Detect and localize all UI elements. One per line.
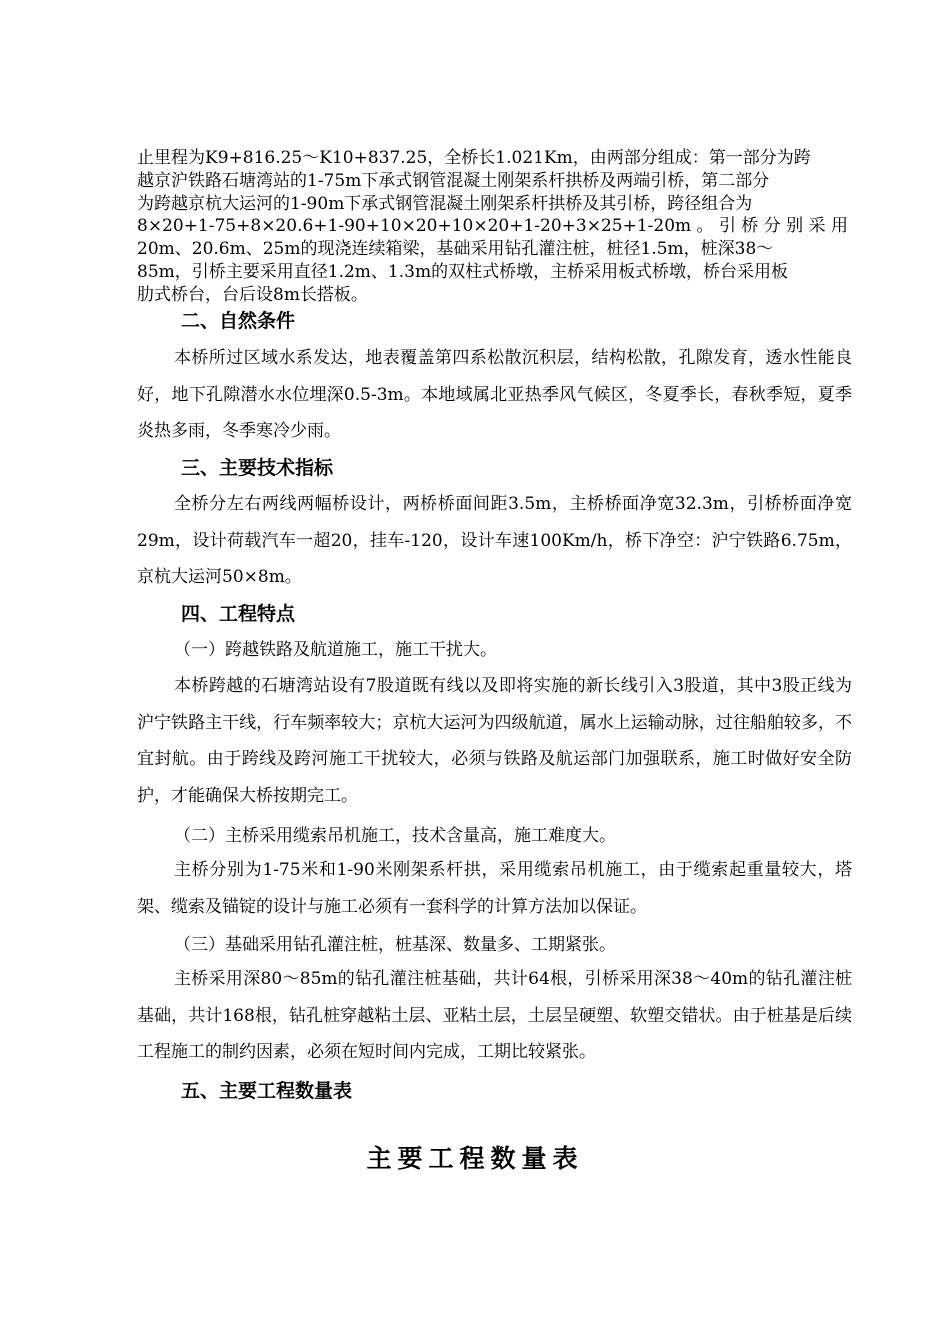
- intro-line: 8×20+1-75+8×20.6+1-90+10×20+10×20+1-20+3×25+1-20m 。 引 桥 分 别 采 用: [137, 216, 848, 237]
- intro-line: 20m、20.6m、25m的现浇连续箱梁，基础采用钻孔灌注桩，桩径1.5m，桩深38～: [137, 239, 774, 260]
- feature-subheading: （二）主桥采用缆索吊机施工，技术含量高，施工难度大。: [174, 826, 616, 846]
- section-heading-project-features: 四、工程特点: [181, 603, 296, 625]
- intro-paragraph: [137, 147, 852, 307]
- intro-line: 越京沪铁路石塘湾站的1-75m下承式钢管混凝土刚架系杆拱桥及两端引桥，第二部分: [137, 170, 770, 191]
- section-heading-quantities: 五、主要工程数量表: [181, 1080, 353, 1102]
- feature-paragraph: 主桥分别为1-75米和1-90米刚架系杆拱，采用缆索吊机施工，由于缆索起重量较大，塔架、缆索及锚锭的设计与施工必须有一套科学的计算方法加以保证。: [137, 860, 852, 917]
- feature-subheading: （一）跨越铁路及航道施工，施工干扰大。: [174, 640, 497, 660]
- intro-line: 止里程为K9+816.25～K10+837.25，全桥长1.021Km，由两部分组成：第一部分为跨: [137, 148, 811, 168]
- feature-paragraph: 主桥采用深80～85m的钻孔灌注桩基础，共计64根，引桥采用深38～40m的钻孔灌注桩基础，共计168根，钻孔桩穿越粘土层、亚粘土层，土层呈硬塑、软塑交错状。由于桩基是后续工程施工的制约因素，必须在短时间内完成，工期比较紧张。: [137, 969, 852, 1062]
- section-heading-natural-conditions: 二、自然条件: [181, 310, 296, 332]
- feature-subheading: （三）基础采用钻孔灌注桩，桩基深、数量多、工期紧张。: [174, 935, 616, 955]
- table-title: 主要工程数量表: [366, 1144, 584, 1173]
- feature-paragraph: 本桥跨越的石塘湾站设有7股道既有线以及即将实施的新长线引入3股道，其中3股正线为沪宁铁路主干线，行车频率较大；京杭大运河为四级航道，属水上运输动脉，过往船舶较多，不宜封航。由于跨线及跨河施工干扰较大，必须与铁路及航运部门加强联系，施工时做好安全防护，才能确保大桥按期完工。: [137, 676, 852, 806]
- intro-line: 85m，引桥主要采用直径1.2m、1.3m的双柱式桥墩，主桥采用板式桥墩，桥台采用板: [137, 261, 789, 282]
- section-heading-technical-indicators: 三、主要技术指标: [181, 457, 334, 479]
- intro-line: 肋式桥台，台后设8m长搭板。: [137, 284, 368, 305]
- natural-conditions-paragraph: 本桥所过区域水系发达，地表覆盖第四系松散沉积层，结构松散，孔隙发育，透水性能良好，地下孔隙潜水水位埋深0.5-3m。本地域属北亚热季风气候区，冬夏季长，春秋季短，夏季炎热多雨，冬季寒冷少雨。: [137, 348, 852, 441]
- intro-line: 为跨越京杭大运河的1-90m下承式钢管混凝土刚架系杆拱桥及其引桥，跨径组合为: [137, 193, 753, 214]
- technical-indicators-paragraph: 全桥分左右两线两幅桥设计，两桥桥面间距3.5m，主桥桥面净宽32.3m，引桥桥面净宽29m，设计荷载汽车一超20，挂车-120，设计车速100Km/h，桥下净空：沪宁铁路6.75m，京杭大运河50×8m。: [137, 494, 852, 587]
